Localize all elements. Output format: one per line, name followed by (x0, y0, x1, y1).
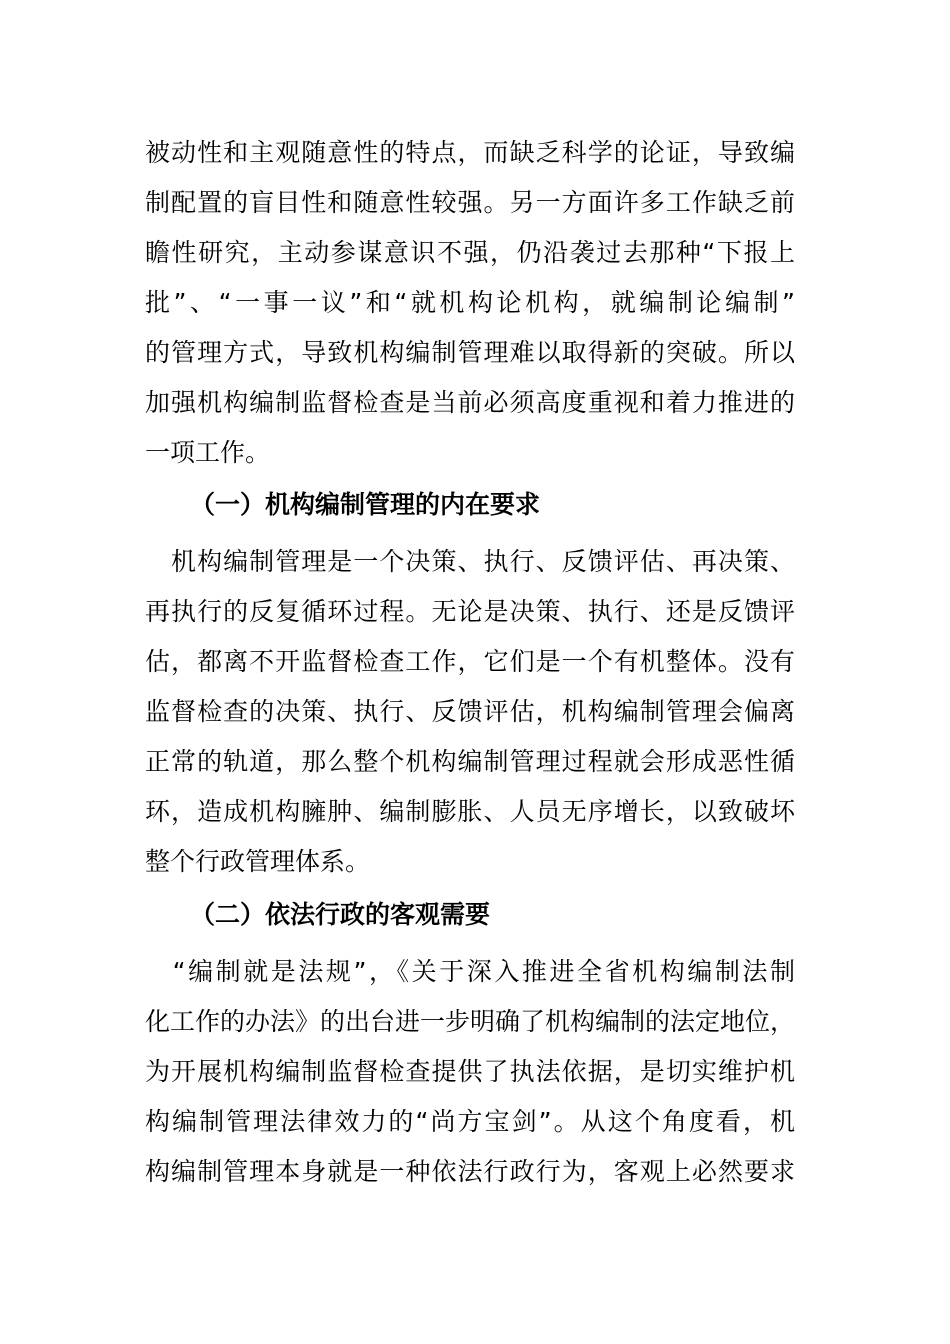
text-line: 化工作的办法》的出台进一步明确了机构编制的法定地位， (145, 1007, 796, 1036)
section-heading-1: （一）机构编制管理的内在要求 (190, 490, 541, 519)
text-line: 环，造成机构臃肿、编制膨胀、人员无序增长，以致破坏 (145, 797, 795, 826)
text-line: 加强机构编制监督检查是当前必须高度重视和着力推进的 (145, 388, 795, 417)
paragraph-1 (145, 128, 795, 478)
text-line: 为开展机构编制监督检查提供了执法依据，是切实维护机 (145, 1057, 795, 1086)
text-line: 构编制管理本身就是一种依法行政行为，客观上必然要求 (145, 1157, 795, 1186)
text-line: 批”、“一事一议”和“就机构论机构，就编制论编制” (145, 288, 795, 317)
text-line: 估，都离不开监督检查工作，它们是一个有机整体。没有 (145, 647, 795, 676)
text-line: 瞻性研究，主动参谋意识不强，仍沿袭过去那种“下报上 (145, 238, 795, 267)
paragraph-2 (145, 537, 795, 887)
text-line: 的管理方式，导致机构编制管理难以取得新的突破。所以 (145, 338, 795, 367)
text-line: 正常的轨道，那么整个机构编制管理过程就会形成恶性循 (145, 747, 795, 776)
text-line: “编制就是法规”，《关于深入推进全省机构编制法制 (145, 957, 795, 986)
text-line: 监督检查的决策、执行、反馈评估，机构编制管理会偏离 (145, 697, 795, 726)
text-line: 制配置的盲目性和随意性较强。另一方面许多工作缺乏前 (145, 188, 795, 217)
paragraph-3 (145, 947, 795, 1197)
text-line: 机构编制管理是一个决策、执行、反馈评估、再决策、 (145, 547, 795, 576)
text-line: 再执行的反复循环过程。无论是决策、执行、还是反馈评 (145, 597, 795, 626)
text-line: 被动性和主观随意性的特点，而缺乏科学的论证，导致编 (145, 138, 795, 167)
text-line: 构编制管理法律效力的“尚方宝剑”。从这个角度看，机 (145, 1107, 795, 1136)
text-line: 整个行政管理体系。 (145, 847, 371, 876)
section-heading-2: （二）依法行政的客观需要 (190, 900, 491, 929)
text-line: 一项工作。 (145, 438, 271, 467)
